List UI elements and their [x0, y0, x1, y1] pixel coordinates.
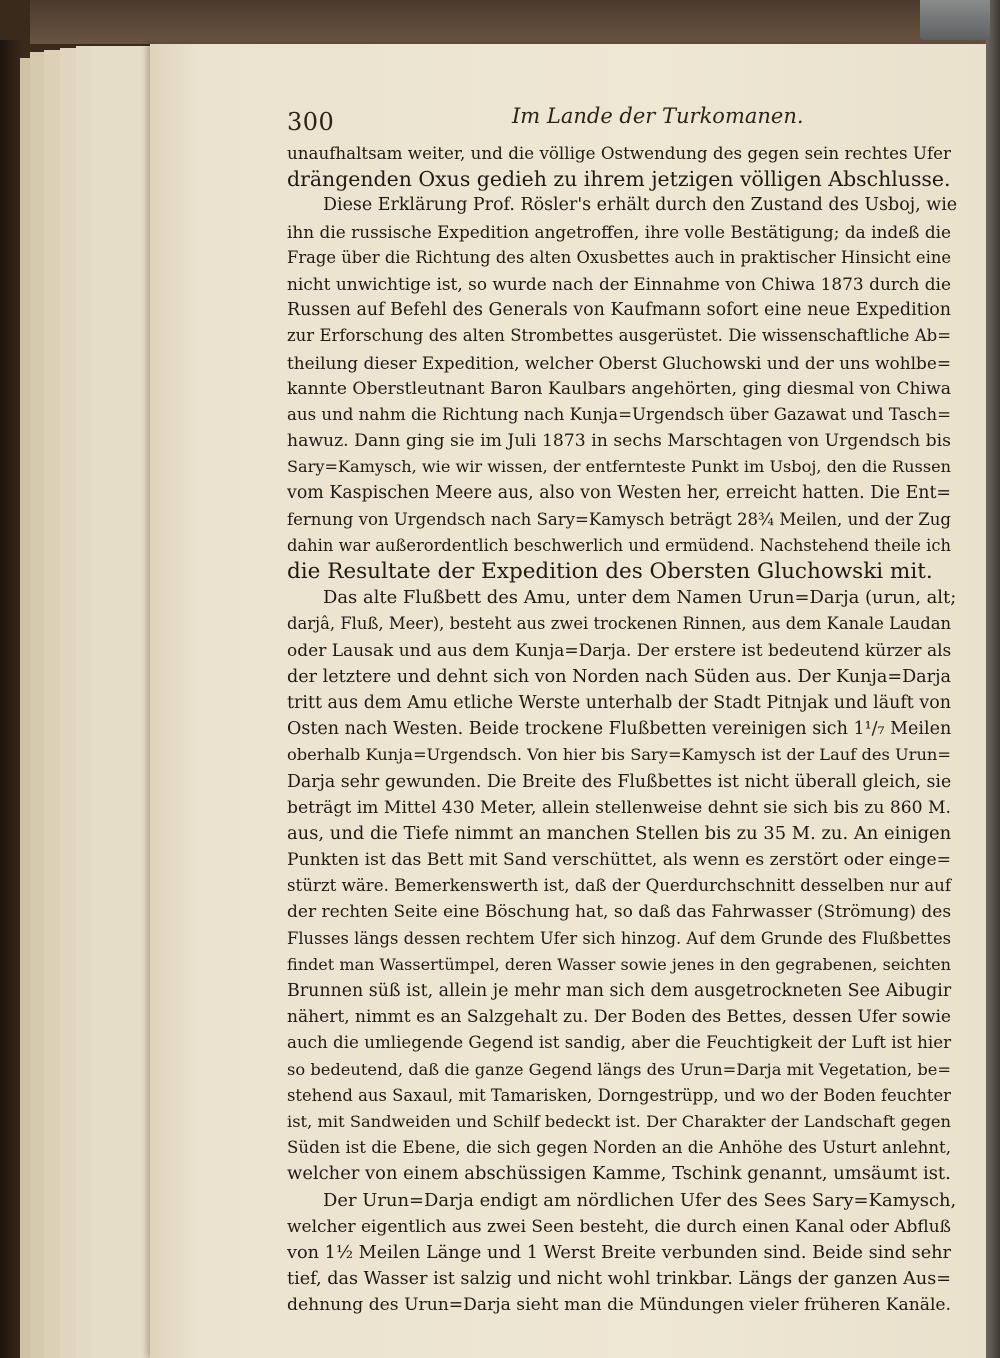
- text-line: Flusses längs dessen rechtem Ufer sich hinzog. Auf dem Grunde des Flußbettes: [287, 928, 951, 948]
- text-line: nähert, nimmt es an Salzgehalt zu. Der Boden des Bettes, dessen Ufer sowie: [287, 1007, 951, 1028]
- text-line: oder Lausak und aus dem Kunja=Darja. Der erstere ist bedeutend kürzer als: [287, 640, 952, 661]
- text-line: kannte Oberstleutnant Baron Kaulbars angehörten, ging diesmal von Chiwa: [287, 378, 951, 399]
- text-line: Sary=Kamysch, wie wir wissen, der entfernteste Punkt im Usboj, den die Russen: [287, 457, 951, 477]
- text-line: Osten nach Westen. Beide trockene Flußbetten vereinigen sich 1¹/₇ Meilen: [287, 719, 952, 740]
- text-line: welcher von einem abschüssigen Kamme, Tschink genannt, umsäumt ist.: [287, 1163, 951, 1185]
- running-head: Im Lande der Turkomanen.: [512, 104, 804, 128]
- text-line: tritt aus dem Amu etliche Werste unterhalb der Stadt Pitnjak und läuft von: [287, 692, 951, 713]
- text-line: stürzt wäre. Bemerkenswerth ist, daß der Querdurchschnitt desselben nur auf: [287, 876, 951, 896]
- text-line: stehend aus Saxaul, mit Tamarisken, Dorngestrüpp, und wo der Boden feuchter: [287, 1085, 951, 1105]
- text-line: ihn die russische Expedition angetroffen, ihre volle Bestätigung; da indeß die: [287, 221, 951, 242]
- text-line: Darja sehr gewunden. Die Breite des Flußbettes ist nicht überall gleich, sie: [287, 771, 952, 792]
- text-line: auch die umliegende Gegend ist sandig, aber die Feuchtigkeit der Luft ist hier: [287, 1033, 952, 1053]
- text-line: Frage über die Richtung des alten Oxusbettes auch in praktischer Hinsicht eine: [287, 247, 951, 267]
- text-line: Diese Erklärung Prof. Rösler's erhält durch den Zustand des Usboj, wie: [323, 195, 958, 216]
- body-text: [287, 140, 958, 1318]
- text-line: oberhalb Kunja=Urgendsch. Von hier bis Sary=Kamysch ist der Lauf des Urun=: [287, 745, 951, 765]
- book-cover-top: [30, 0, 1000, 44]
- text-line: darjâ, Fluß, Meer), besteht aus zwei trockenen Rinnen, aus dem Kanale Laudan: [287, 614, 951, 634]
- text-line: Das alte Flußbett des Amu, unter dem Namen Urun=Darja (urun, alt;: [323, 587, 957, 609]
- text-line: Brunnen süß ist, allein je mehr man sich dem ausgetrockneten See Aibugir: [287, 981, 952, 1001]
- text-line: Russen auf Befehl des Generals von Kaufmann sofort eine neue Expedition: [287, 300, 951, 321]
- text-line: von 1½ Meilen Länge und 1 Werst Breite verbunden sind. Beide sind sehr: [287, 1242, 951, 1263]
- page-clip: [920, 0, 990, 40]
- text-line: nicht unwichtige ist, so wurde nach der Einnahme von Chiwa 1873 durch die: [287, 273, 951, 294]
- text-line: unaufhaltsam weiter, und die völlige Ostwendung des gegen sein rechtes Ufer: [287, 143, 951, 163]
- text-line: dahin war außerordentlich beschwerlich und ermüdend. Nachstehend theile ich: [287, 535, 951, 555]
- text-line: der letztere und dehnt sich von Norden nach Süden aus. Der Kunja=Darja: [287, 666, 951, 687]
- text-line: drängenden Oxus gedieh zu ihrem jetzigen völligen Abschlusse.: [287, 167, 951, 192]
- text-line: aus und nahm die Richtung nach Kunja=Urgendsch über Gazawat und Tasch=: [287, 404, 951, 424]
- text-line: dehnung des Urun=Darja sieht man die Mündungen vieler früheren Kanäle.: [287, 1295, 951, 1316]
- text-line: fernung von Urgendsch nach Sary=Kamysch beträgt 28¾ Meilen, und der Zug: [287, 509, 951, 529]
- text-line: hawuz. Dann ging sie im Juli 1873 in sechs Marschtagen von Urgendsch bis: [287, 431, 951, 452]
- text-line: aus, und die Tiefe nimmt an manchen Stellen bis zu 35 M. zu. An einigen: [287, 822, 952, 844]
- text-line: tief, das Wasser ist salzig und nicht wohl trinkbar. Längs der ganzen Aus=: [287, 1269, 951, 1290]
- text-line: beträgt im Mittel 430 Meter, allein stellenweise dehnt sie sich bis zu 860 M.: [287, 797, 951, 818]
- text-line: vom Kaspischen Meere aus, also von Westen her, erreicht hatten. Die Ent=: [287, 483, 951, 504]
- text-line: die Resultate der Expedition des Obersten Gluchowski mit.: [287, 559, 933, 584]
- book-cover-edge: [986, 0, 1000, 1358]
- text-line: welcher eigentlich aus zwei Seen besteht, die durch einen Kanal oder Abfluß: [287, 1216, 951, 1237]
- text-line: zur Erforschung des alten Strombettes ausgerüstet. Die wissenschaftliche Ab=: [287, 326, 951, 346]
- text-line: der rechten Seite eine Böschung hat, so daß das Fahrwasser (Strömung) des: [287, 902, 952, 923]
- text-line: ist, mit Sandweiden und Schilf bedeckt ist. Der Charakter der Landschaft gegen: [287, 1111, 951, 1131]
- text-line: Punkten ist das Bett mit Sand verschüttet, als wenn es zerstört oder einge=: [287, 850, 951, 871]
- text-line: theilung dieser Expedition, welcher Oberst Gluchowski und der uns wohlbe=: [287, 352, 951, 373]
- text-line: Der Urun=Darja endigt am nördlichen Ufer des Sees Sary=Kamysch,: [323, 1189, 957, 1211]
- text-line: Süden ist die Ebene, die sich gegen Norden an die Anhöhe des Usturt anlehnt,: [287, 1138, 951, 1158]
- page-number: 300: [287, 108, 335, 136]
- text-line: so bedeutend, daß die ganze Gegend längs des Urun=Darja mit Vegetation, be=: [287, 1059, 951, 1079]
- text-line: findet man Wassertümpel, deren Wasser sowie jenes in den gegrabenen, seichten: [287, 954, 951, 974]
